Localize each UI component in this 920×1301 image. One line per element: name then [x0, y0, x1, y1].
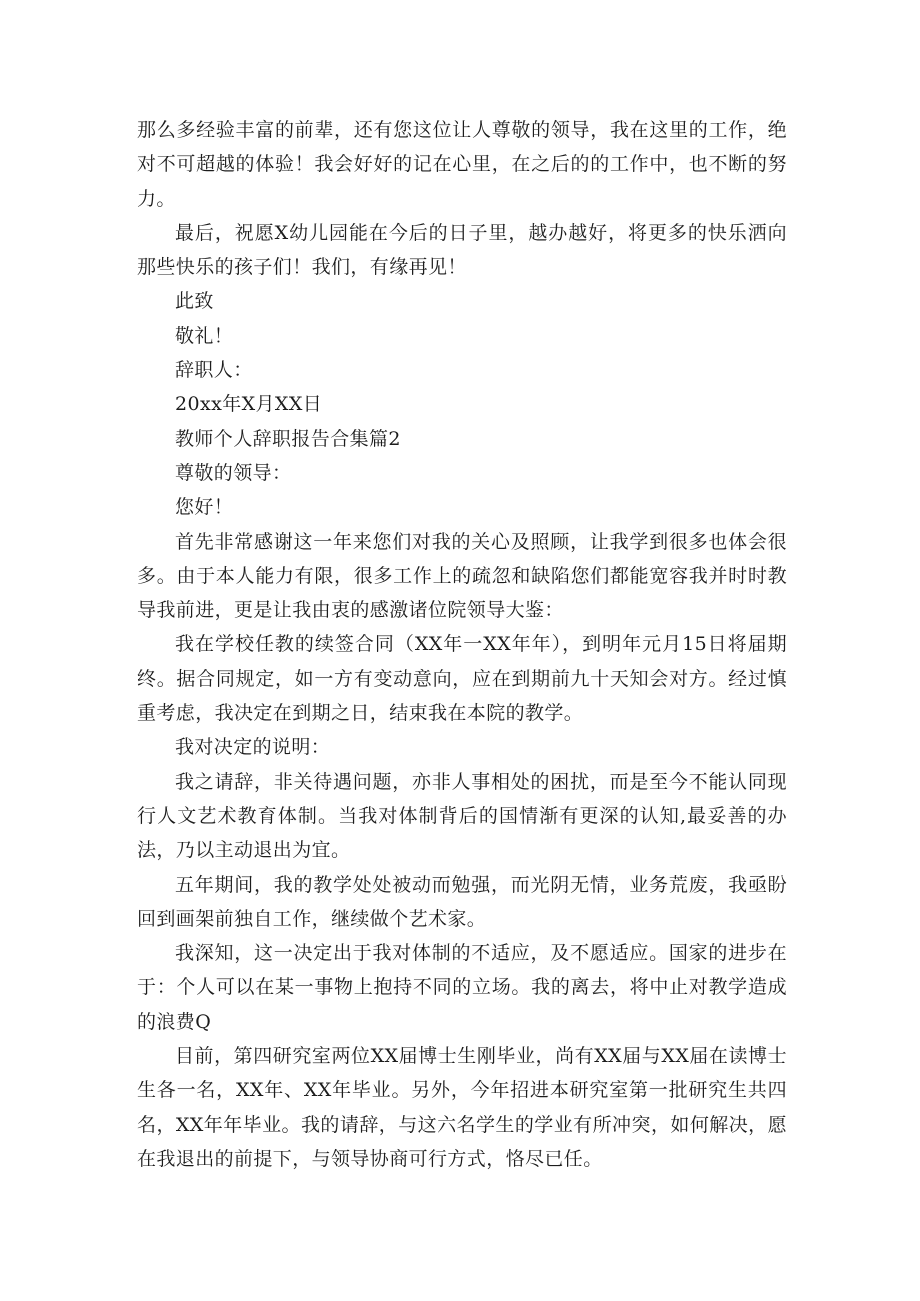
paragraph-reason: 我之请辞，非关待遇问题，亦非人事相处的困扰，而是至今不能认同现行人文艺术教育体制。当我对体制背后的国情渐有更深的认知,最妥善的办法，乃以主动退出为宜。: [137, 770, 787, 862]
paragraph-five-years: 五年期间，我的教学处处被动而勉强，而光阴无情，业务荒废，我亟盼回到画架前独自工作，继续做个艺术家。: [137, 873, 787, 930]
paragraph-continuation: 那么多经验丰富的前辈，还有您这位让人尊敬的领导，我在这里的工作，绝对不可超越的体验！我会好好的记在心里，在之后的的工作中，也不断的努力。: [137, 119, 787, 210]
document-body: [137, 113, 787, 1176]
paragraph-thanks: 首先非常感谢这一年来您们对我的关心及照顾，让我学到很多也体会很多。由于本人能力有限，很多工作上的疏忽和缺陷您们都能宽容我并时时教导我前进，更是让我由衷的感激诸位院领导大鉴：: [137, 530, 787, 622]
paragraph-explanation-heading: 我对决定的说明：: [175, 736, 331, 759]
signature-label: 辞职人：: [175, 359, 253, 382]
paragraph-closing-wish: 最后，祝愿X幼儿园能在今后的日子里，越办越好，将更多的快乐洒向那些快乐的孩子们！我们，有缘再见！: [137, 221, 787, 279]
salutation-jingli: 敬礼！: [175, 324, 234, 347]
salutation-cizhi: 此致: [175, 290, 214, 313]
section-title: 教师个人辞职报告合集篇2: [175, 427, 401, 450]
greeting-hello: 您好！: [175, 496, 234, 519]
paragraph-students: 目前，第四研究室两位XX届博士生刚毕业，尚有XX届与XX届在读博士生各一名，XX年、XX年毕业。另外，今年招进本研究室第一批研究生共四名，XX年年毕业。我的请辞，与这六名学生的学业有所冲突，如何解决，愿在我退出的前提下，与领导协商可行方式，恪尽已任。: [137, 1045, 787, 1170]
greeting-leader: 尊敬的领导：: [175, 461, 292, 484]
signature-date: 20xx年X月XX日: [175, 393, 323, 416]
paragraph-contract: 我在学校任教的续签合同（XX年一XX年年），到明年元月15日将届期终。据合同规定，如一方有变动意向，应在到期前九十天知会对方。经过慎重考虑，我决定在到期之日，结束我在本院的教学。: [137, 633, 787, 725]
paragraph-awareness: 我深知，这一决定出于我对体制的不适应，及不愿适应。国家的进步在于：个人可以在某一事物上抱持不同的立场。我的离去，将中止对教学造成的浪费Q: [137, 942, 787, 1033]
